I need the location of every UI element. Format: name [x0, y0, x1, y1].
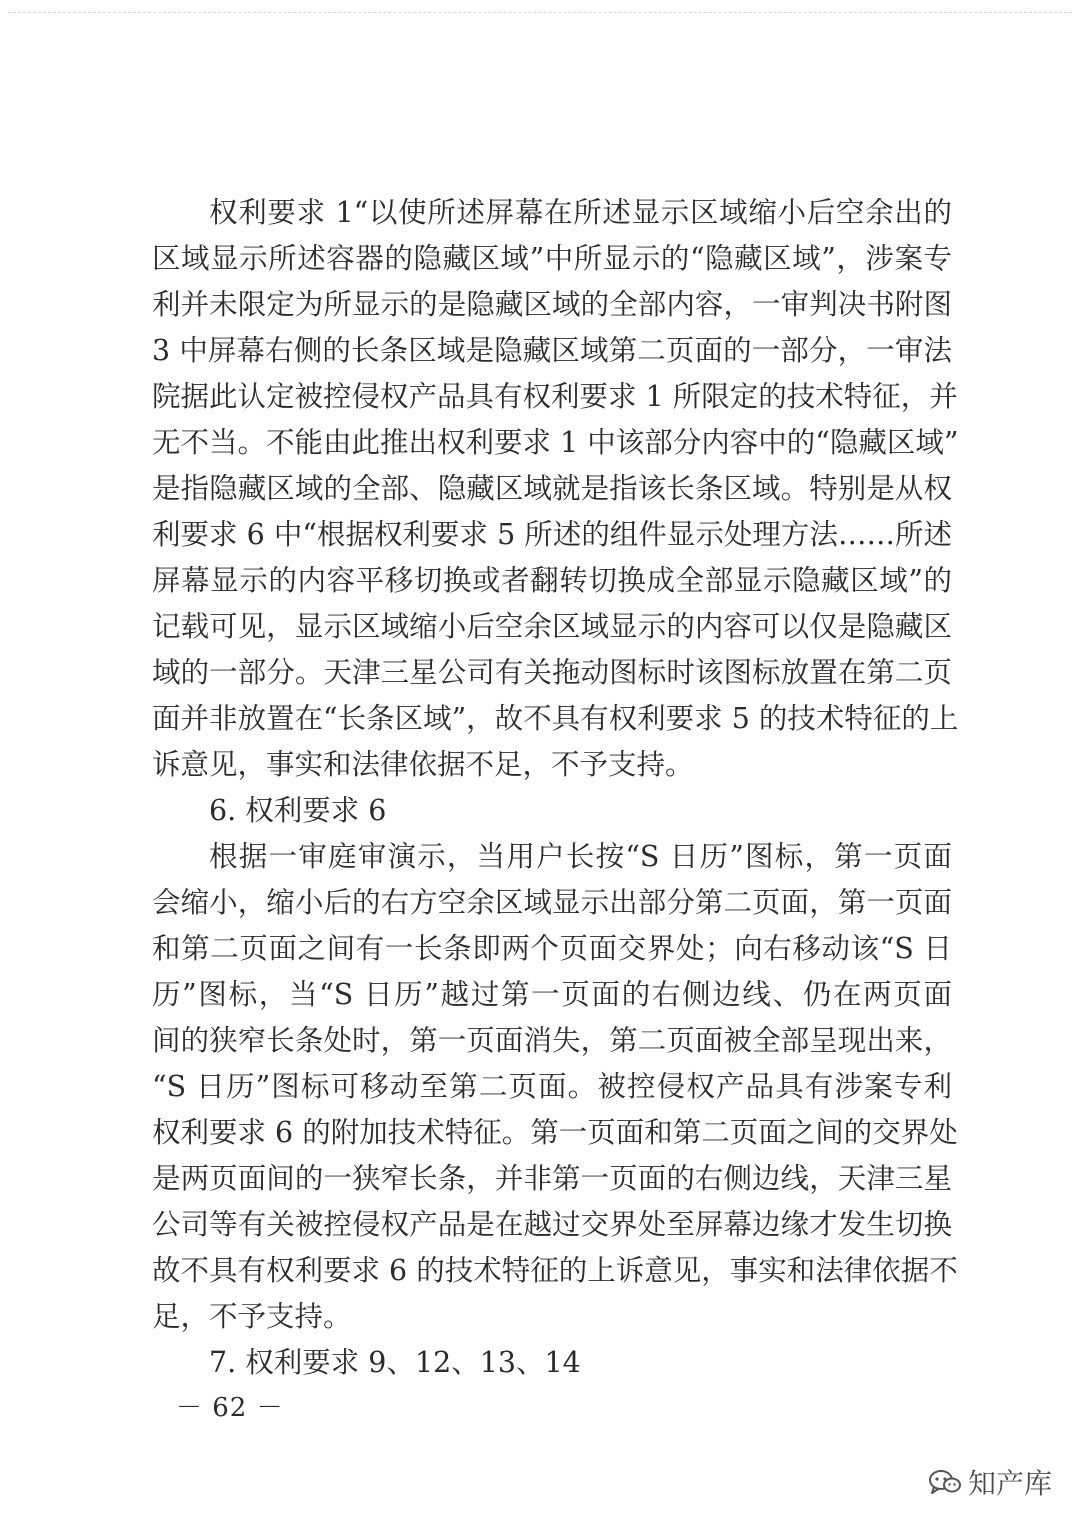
text-line: 3 中屏幕右侧的长条区域是隐藏区域第二页面的一部分，一审法 — [152, 334, 952, 367]
text-line: 和第二页面之间有一长条即两个页面交界处；向右移动该“S 日 — [152, 932, 952, 965]
text-line: “S 日历”图标可移动至第二页面。被控侵权产品具有涉案专利 — [152, 1070, 952, 1103]
text-line: 会缩小，缩小后的右方空余区域显示出部分第二页面，第一页面 — [152, 886, 952, 919]
text-line: 区域显示所述容器的隐藏区域”中所显示的“隐藏区域”，涉案专 — [152, 242, 952, 275]
document-body — [152, 190, 959, 1386]
text-line: 利要求 6 中“根据权利要求 5 所述的组件显示处理方法……所述 — [152, 518, 952, 551]
text-line: 根据一审庭审演示，当用户长按“S 日历”图标，第一页面 — [209, 840, 952, 873]
page-number: － 62 － — [176, 1393, 284, 1423]
watermark — [928, 1462, 1052, 1502]
text-line: 是两页面间的一狭窄长条，并非第一页面的右侧边线，天津三星 — [152, 1162, 952, 1195]
text-line: 权利要求 6 的附加技术特征。第一页面和第二页面之间的交界处 — [152, 1116, 958, 1149]
text-line: 记载可见，显示区域缩小后空余区域显示的内容可以仅是隐藏区 — [152, 610, 952, 643]
section-heading: 6. 权利要求 6 — [209, 794, 387, 827]
text-line: 间的狭窄长条处时，第一页面消失，第二页面被全部呈现出来， — [152, 1024, 952, 1057]
text-line: 是指隐藏区域的全部、隐藏区域就是指该长条区域。特别是从权 — [152, 472, 952, 505]
scan-top-edge — [8, 12, 1072, 13]
text-line: 域的一部分。天津三星公司有关拖动图标时该图标放置在第二页 — [152, 656, 952, 689]
text-line: 无不当。不能由此推出权利要求 1 中该部分内容中的“隐藏区域” — [152, 426, 959, 459]
text-line: 面并非放置在“长条区域”，故不具有权利要求 5 的技术特征的上 — [152, 702, 959, 735]
text-line: 利并未限定为所显示的是隐藏区域的全部内容，一审判决书附图 — [152, 288, 952, 321]
text-line: 诉意见，事实和法律依据不足，不予支持。 — [152, 748, 694, 781]
wechat-icon — [928, 1468, 962, 1496]
text-line: 公司等有关被控侵权产品是在越过交界处至屏幕边缘才发生切换 — [152, 1208, 952, 1241]
watermark-text: 知产库 — [968, 1467, 1053, 1500]
text-line: 院据此认定被控侵权产品具有权利要求 1 所限定的技术特征，并 — [152, 380, 958, 413]
text-line: 权利要求 1“以使所述屏幕在所述显示区域缩小后空余出的 — [209, 196, 952, 229]
text-line: 故不具有权利要求 6 的技术特征的上诉意见，事实和法律依据不 — [152, 1254, 958, 1287]
section-heading: 7. 权利要求 9、12、13、14 — [209, 1346, 581, 1379]
text-line: 屏幕显示的内容平移切换或者翻转切换成全部显示隐藏区域”的 — [152, 564, 952, 597]
text-line: 足，不予支持。 — [152, 1300, 352, 1333]
text-line: 历”图标，当“S 日历”越过第一页面的右侧边线、仍在两页面 — [152, 978, 952, 1011]
